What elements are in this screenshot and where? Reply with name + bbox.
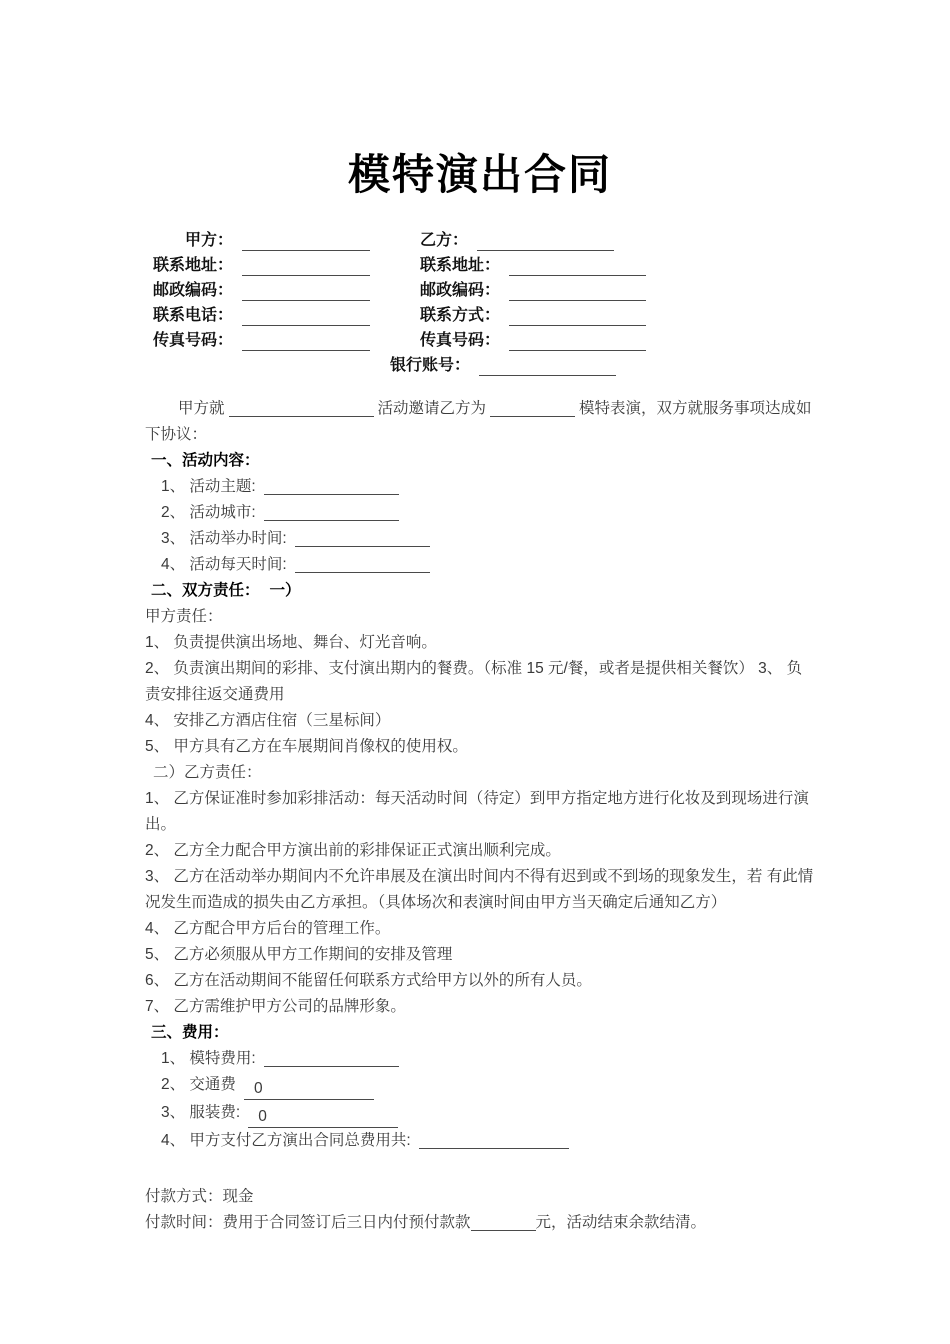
duty-item: 4、 安排乙方酒店住宿（三星标间） xyxy=(145,712,391,729)
payment-time-label: 付款时间： xyxy=(145,1214,223,1231)
duty-item: 7、 乙方需维护甲方公司的品牌形象。 xyxy=(145,998,406,1015)
blank-line xyxy=(471,1216,536,1231)
field-row-bank-account xyxy=(390,351,646,376)
field-row xyxy=(145,226,370,251)
field-label: 联系地址： xyxy=(152,257,233,274)
activity-item xyxy=(145,500,815,526)
section-heading-duties xyxy=(145,578,815,604)
item-label: 1、 模特费用: xyxy=(161,1050,256,1067)
blank-line xyxy=(264,480,399,495)
fee-item xyxy=(145,1046,815,1072)
field-row xyxy=(145,301,370,326)
field-label: 联系地址： xyxy=(420,257,501,274)
blank-line xyxy=(242,286,370,301)
activity-item xyxy=(145,474,815,500)
field-label: 联系电话： xyxy=(152,307,233,324)
field-label: 乙方： xyxy=(420,232,469,249)
field-label: 联系方式： xyxy=(420,307,501,324)
payment-time-line xyxy=(145,1210,815,1236)
party-a-fields xyxy=(145,226,370,376)
party-info-section xyxy=(145,226,815,376)
item-label: 3、 服装费: xyxy=(161,1104,241,1121)
contract-body xyxy=(145,396,815,1236)
document-title: 模特演出合同 xyxy=(347,150,612,199)
field-row xyxy=(420,326,646,351)
item-label: 3、 活动举办时间: xyxy=(161,530,287,547)
blank-line xyxy=(479,361,616,376)
field-label: 传真号码： xyxy=(420,332,501,349)
item-label: 4、 活动每天时间: xyxy=(161,556,287,573)
intro-text-1: 甲方就 xyxy=(178,400,225,417)
party-b-duties-title: 二）乙方责任： xyxy=(153,764,262,781)
payment-time-text: 元，活动结束余款结清。 xyxy=(535,1214,707,1231)
blank-line xyxy=(477,236,614,251)
blank-line: 0 xyxy=(248,1107,398,1128)
duty-item: 2、 负责演出期间的彩排、支付演出期内的餐费。（标准 15 元/餐，或者是提供相关餐饮） 3、 负责安排往返交通费用 xyxy=(145,660,803,703)
payment-method-label: 付款方式： xyxy=(145,1188,223,1205)
field-row xyxy=(420,251,646,276)
duty-item: 2、 乙方全力配合甲方演出前的彩排保证正式演出顺利完成。 xyxy=(145,842,561,859)
field-label: 甲方： xyxy=(184,232,233,249)
item-label: 2、 交通费 xyxy=(161,1076,236,1093)
blank-line xyxy=(264,1050,399,1067)
duty-item: 5、 甲方具有乙方在车展期间肖像权的使用权。 xyxy=(145,738,468,755)
field-label: 传真号码： xyxy=(152,332,233,349)
intro-text-3: 模特表演，双方就服务事项达成如下协议： xyxy=(145,400,812,443)
blank-line xyxy=(264,506,399,521)
blank-line xyxy=(509,286,646,301)
section-heading-text: 二、双方责任： xyxy=(151,582,260,599)
field-row xyxy=(420,226,646,251)
field-label: 邮政编码： xyxy=(420,282,501,299)
blank-line xyxy=(509,261,646,276)
field-label: 邮政编码： xyxy=(152,282,233,299)
item-label: 4、 甲方支付乙方演出合同总费用共: xyxy=(161,1132,411,1149)
duty-item: 4、 乙方配合甲方后台的管理工作。 xyxy=(145,920,391,937)
field-row xyxy=(145,251,370,276)
party-a-duties-title: 甲方责任： xyxy=(145,608,223,625)
blank-line xyxy=(509,336,646,351)
blank-line xyxy=(295,558,430,573)
party-b-fields xyxy=(390,226,646,376)
field-row xyxy=(145,326,370,351)
fee-item xyxy=(145,1100,815,1128)
blank-line xyxy=(242,311,370,326)
field-row xyxy=(145,276,370,301)
blank-line xyxy=(490,402,575,417)
blank-line xyxy=(509,311,646,326)
duty-item: 5、 乙方必须服从甲方工作期间的安排及管理 xyxy=(145,946,453,963)
activity-item xyxy=(145,552,815,578)
blank-line xyxy=(419,1132,569,1149)
field-label: 银行账号： xyxy=(390,357,471,374)
payment-method-line xyxy=(145,1184,815,1210)
item-label: 2、 活动城市: xyxy=(161,504,256,521)
blank-line xyxy=(229,402,374,417)
blank-line xyxy=(295,532,430,547)
fee-item xyxy=(145,1072,815,1100)
blank-line xyxy=(242,336,370,351)
payment-method-value: 现金 xyxy=(222,1188,254,1205)
fee-item xyxy=(145,1128,815,1154)
item-label: 1、 活动主题: xyxy=(161,478,256,495)
duty-item: 1、 负责提供演出场地、舞台、灯光音响。 xyxy=(145,634,437,651)
activity-item xyxy=(145,526,815,552)
field-row xyxy=(420,301,646,326)
intro-text-2: 活动邀请乙方为 xyxy=(377,400,487,417)
blank-line xyxy=(242,261,370,276)
intro-paragraph xyxy=(145,396,815,448)
duty-item: 3、 乙方在活动举办期间内不允许串展及在演出时间内不得有迟到或不到场的现象发生，若 有此情况发生而造成的损失由乙方承担。（具体场次和表演时间由甲方当天确定后通知乙方） xyxy=(145,868,814,911)
field-row xyxy=(420,276,646,301)
section-heading-activity: 一、活动内容： xyxy=(151,452,260,469)
payment-time-text: 费用于合同签订后三日内付预付款款 xyxy=(222,1214,471,1231)
blank-line: 0 xyxy=(244,1079,374,1100)
duty-item: 1、 乙方保证准时参加彩排活动：每天活动时间（待定）到甲方指定地方进行化妆及到现场进行演出。 xyxy=(145,790,809,833)
blank-line xyxy=(242,236,370,251)
subsection-mark: 一） xyxy=(269,582,301,599)
section-heading-fees: 三、费用： xyxy=(151,1024,229,1041)
duty-item: 6、 乙方在活动期间不能留任何联系方式给甲方以外的所有人员。 xyxy=(145,972,592,989)
